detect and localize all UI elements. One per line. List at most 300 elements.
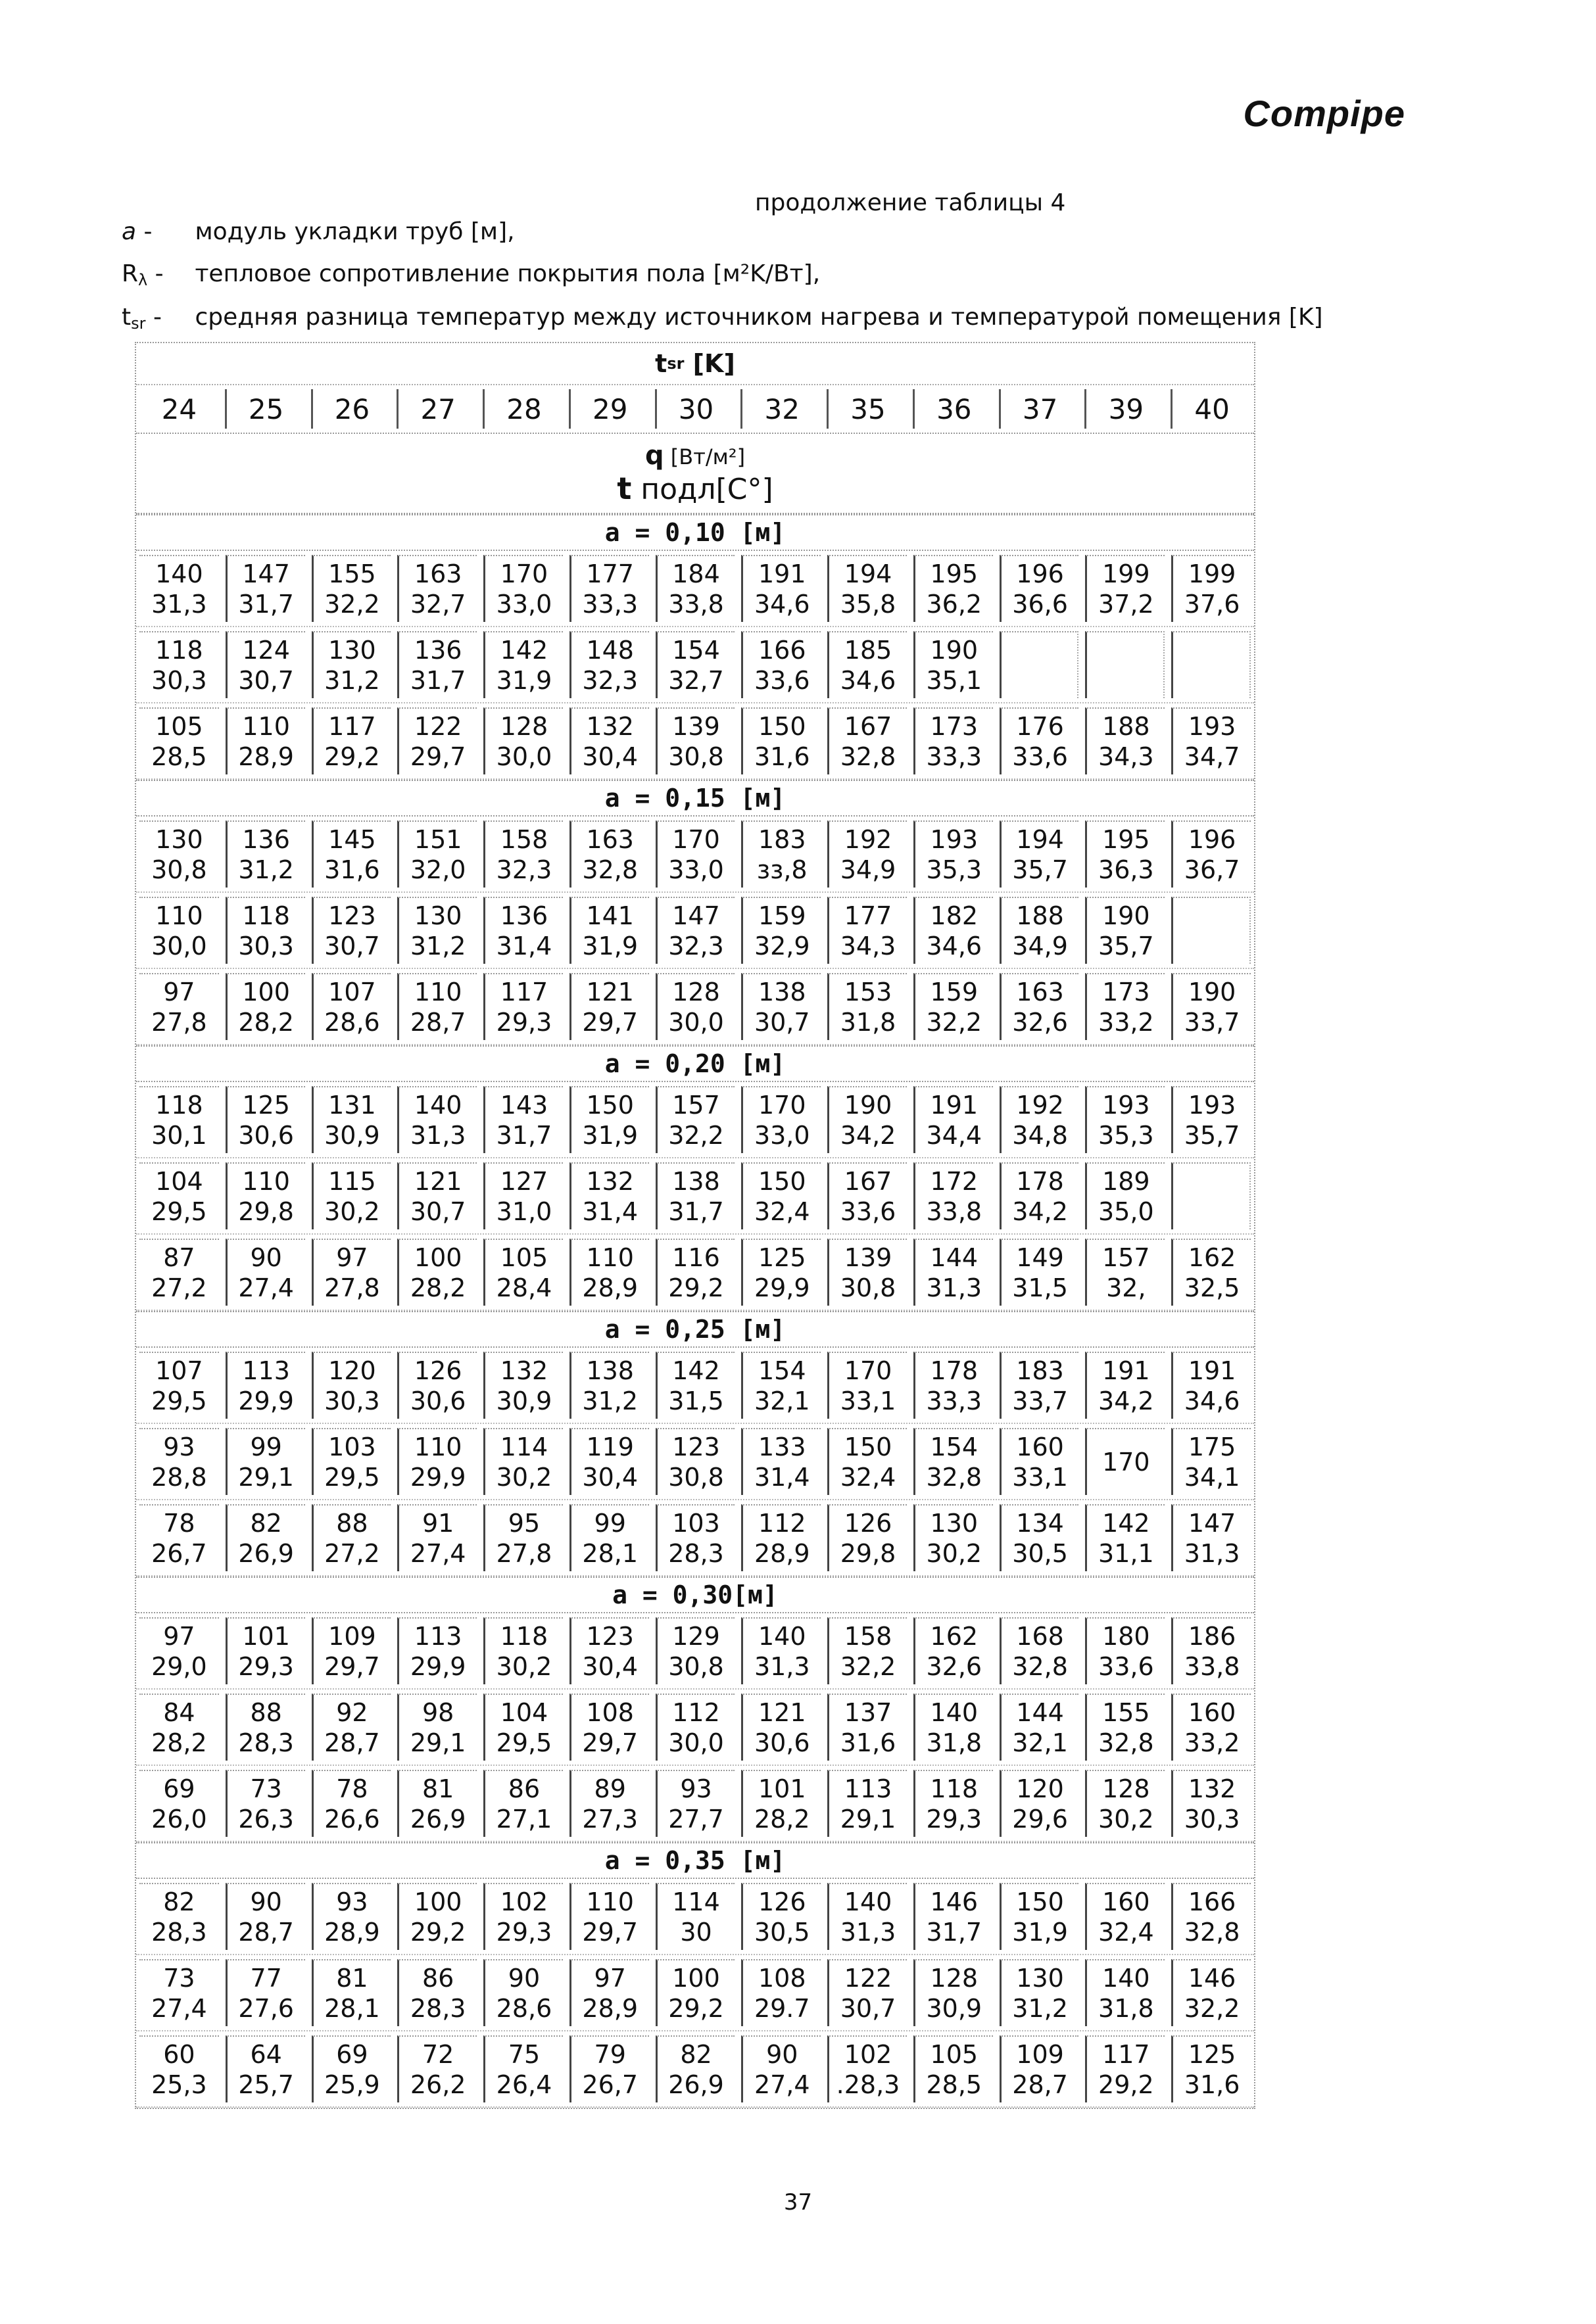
cell-q-value: 193: [1188, 1091, 1236, 1120]
table-cell: [1000, 1883, 1079, 1950]
table-cell: [226, 2035, 305, 2102]
cell-t-value: 29,0: [151, 1652, 207, 1681]
table-cell: [226, 1617, 305, 1684]
table-cell: [827, 1352, 907, 1419]
table-row: [136, 703, 1254, 780]
cell-t-value: 28,5: [926, 2070, 982, 2099]
cell-t-value: 26,2: [410, 2070, 466, 2099]
table-cell: [312, 1694, 391, 1761]
table-cell: [1171, 2035, 1251, 2102]
cell-t-value: 27,8: [324, 1273, 380, 1302]
cell-q-value: 130: [930, 1509, 979, 1538]
table-cell: [741, 2035, 821, 2102]
cell-t-value: 29,9: [410, 1652, 466, 1681]
legend-text: тепловое сопротивление покрытия пола [м²K/Вт],: [195, 260, 821, 287]
table-cell: [1171, 1428, 1251, 1495]
table-cell: [741, 1959, 821, 2026]
cell-q-value: 170: [1102, 1448, 1150, 1477]
cell-t-value: 32,: [1106, 1273, 1146, 1302]
table-cell: [1000, 820, 1079, 888]
cell-q-value: 191: [758, 559, 806, 588]
table-cell: [741, 1352, 821, 1419]
table-cell: [139, 1352, 219, 1419]
table-cell: [1085, 1162, 1165, 1229]
table-cell: [312, 1352, 391, 1419]
cell-q-value: 159: [758, 901, 806, 930]
table-cell: [483, 2035, 563, 2102]
table-cell: [397, 1352, 477, 1419]
cell-t-value: 30,6: [754, 1728, 810, 1757]
table-cell: [913, 820, 993, 888]
cell-t-value: 34,8: [1012, 1121, 1068, 1150]
table-cell: [139, 1504, 219, 1571]
table-cell: [1000, 1617, 1079, 1684]
cell-q-value: 153: [844, 978, 892, 1007]
table-cell: [656, 1770, 735, 1837]
cell-t-value: 29,7: [410, 742, 466, 771]
table-cell: [226, 897, 305, 964]
cell-q-value: 87: [163, 1243, 195, 1272]
cell-t-value: 35,1: [926, 666, 982, 695]
cell-t-value: 28,3: [410, 1994, 466, 2023]
table-cell: [1000, 1162, 1079, 1229]
table-cell: [827, 1770, 907, 1837]
cell-t-value: 36,3: [1098, 855, 1154, 884]
table-cell: [139, 897, 219, 964]
cell-t-value: 25,3: [151, 2070, 207, 2099]
cell-t-value: 32,8: [582, 855, 639, 884]
table-cell: [139, 1239, 219, 1306]
table-cell: [397, 1086, 477, 1153]
table-cell: [483, 555, 563, 622]
cell-q-value: 160: [1188, 1698, 1236, 1727]
cell-q-value: 150: [844, 1433, 892, 1461]
cell-t-value: 32,6: [1012, 1008, 1068, 1037]
table-cell: [312, 820, 391, 888]
cell-t-value: 32,5: [1184, 1273, 1240, 1302]
cell-q-value: 88: [250, 1698, 282, 1727]
cell-t-value: 31,3: [754, 1652, 810, 1681]
tsr-value: 27: [397, 389, 477, 429]
table-cell: [139, 555, 219, 622]
cell-q-value: 125: [758, 1243, 806, 1272]
cell-t-value: 30,2: [496, 1652, 552, 1681]
legend-text: средняя разница температур между источником нагрева и температурой помещения [K]: [195, 304, 1323, 331]
cell-t-value: 28,9: [754, 1539, 810, 1568]
cell-t-value: 28,4: [496, 1273, 552, 1302]
cell-t-value: 34,3: [840, 932, 896, 960]
table-cell: [741, 1504, 821, 1571]
table-cell: [913, 1162, 993, 1229]
cell-q-value: 82: [680, 2040, 712, 2069]
cell-q-value: 173: [1102, 978, 1150, 1007]
table-cell: [1000, 1959, 1079, 2026]
table-cell: [397, 1239, 477, 1306]
table-cell: [741, 1694, 821, 1761]
cell-t-value: 29,1: [238, 1463, 294, 1492]
cell-q-value: 81: [422, 1774, 454, 1803]
cell-q-value: 132: [586, 712, 634, 741]
cell-t-value: 30,4: [582, 1463, 639, 1492]
cell-q-value: 176: [1016, 712, 1064, 741]
cell-t-value: 29,9: [754, 1273, 810, 1302]
tsr-value: 28: [483, 389, 564, 429]
cell-t-value: 34,1: [1184, 1463, 1240, 1492]
section-heading: a = 0,35 [м]: [136, 1842, 1254, 1879]
table-row: [136, 1348, 1254, 1424]
tsr-value: 24: [161, 392, 197, 425]
table-cell: [1085, 1086, 1165, 1153]
table-cell: [226, 1694, 305, 1761]
cell-t-value: 35,3: [926, 855, 982, 884]
cell-q-value: 82: [163, 1887, 195, 1916]
cell-q-value: 125: [1188, 2040, 1236, 2069]
table-cell: [139, 1162, 219, 1229]
table-cell: [1171, 1086, 1251, 1153]
cell-q-value: 193: [930, 825, 979, 854]
cell-q-value: 90: [250, 1243, 282, 1272]
cell-t-value: 29,5: [496, 1728, 552, 1757]
cell-t-value: 34,9: [840, 855, 896, 884]
table-cell: [397, 1959, 477, 2026]
cell-t-value: 31,3: [840, 1918, 896, 1947]
cell-q-value: 178: [1016, 1167, 1064, 1196]
cell-q-value: 160: [1016, 1433, 1064, 1461]
cell-t-value: 30,6: [410, 1387, 466, 1415]
table-cell: [1085, 897, 1165, 964]
table-cell: [827, 1694, 907, 1761]
table-cell: [1000, 1770, 1079, 1837]
cell-t-value: 28,1: [324, 1994, 380, 2023]
table-cell: [1171, 707, 1251, 774]
cell-q-value: 140: [155, 559, 203, 588]
cell-q-value: 183: [758, 825, 806, 854]
cell-q-value: 116: [672, 1243, 720, 1272]
cell-q-value: 142: [500, 636, 548, 665]
cell-t-value: 32,4: [1098, 1918, 1154, 1947]
legend-symbol: $R_\lambda$ -: [122, 260, 164, 289]
cell-q-value: 166: [1188, 1887, 1236, 1916]
cell-t-value: 32,9: [754, 932, 810, 960]
table-row: [136, 551, 1254, 627]
cell-t-value: 31,9: [582, 932, 639, 960]
table-cell: [139, 1428, 219, 1495]
table-cell: [827, 1162, 907, 1229]
table-cell: [827, 1883, 907, 1950]
table-cell: [741, 1239, 821, 1306]
table-cell: [1000, 973, 1079, 1040]
table-row: [136, 2031, 1254, 2108]
table-cell: [483, 1883, 563, 1950]
table-cell: [1000, 2035, 1079, 2102]
cell-q-value: 78: [163, 1509, 195, 1538]
table-cell: [741, 1770, 821, 1837]
cell-t-value: 37,2: [1098, 590, 1154, 619]
cell-q-value: 69: [163, 1774, 195, 1803]
cell-q-value: 144: [930, 1243, 979, 1272]
table-cell: [913, 897, 993, 964]
cell-q-value: 90: [766, 2040, 798, 2069]
cell-t-value: 28,1: [582, 1539, 639, 1568]
cell-q-value: 86: [422, 1964, 454, 1993]
table-cell: [312, 973, 391, 1040]
table-row: [136, 1690, 1254, 1766]
cell-q-value: 88: [336, 1509, 368, 1538]
cell-t-value: 31,0: [496, 1197, 552, 1226]
cell-q-value: 140: [930, 1698, 979, 1727]
cell-t-value: 29,2: [410, 1918, 466, 1947]
table-cell: [397, 1162, 477, 1229]
cell-q-value: 177: [586, 559, 634, 588]
cell-q-value: 140: [844, 1887, 892, 1916]
table-cell: [397, 1617, 477, 1684]
cell-t-value: 28,2: [754, 1805, 810, 1834]
table-cell: [483, 820, 563, 888]
table-cell: [139, 1770, 219, 1837]
cell-t-value: 31,3: [1184, 1539, 1240, 1568]
cell-q-value: 141: [586, 901, 634, 930]
table-cell: [913, 707, 993, 774]
cell-q-value: 128: [672, 978, 720, 1007]
table-cell: [656, 707, 735, 774]
table-cell: [913, 555, 993, 622]
table-row: [136, 969, 1254, 1045]
table-cell: [656, 1352, 735, 1419]
table-cell: [1085, 631, 1165, 698]
table-cell: [827, 2035, 907, 2102]
cell-t-value: 30,4: [582, 1652, 639, 1681]
cell-t-value: 31,7: [926, 1918, 982, 1947]
cell-t-value: 30,7: [410, 1197, 466, 1226]
cell-q-value: 69: [336, 2040, 368, 2069]
cell-q-value: 89: [594, 1774, 626, 1803]
table-cell: [656, 1617, 735, 1684]
cell-q-value: 122: [414, 712, 462, 741]
table-cell: [397, 555, 477, 622]
table-cell: [741, 1883, 821, 1950]
table-cell: [139, 1617, 219, 1684]
cell-q-value: 90: [250, 1887, 282, 1916]
cell-t-value: 30,2: [324, 1197, 380, 1226]
cell-q-value: 109: [328, 1622, 376, 1651]
table-cell: [1085, 1694, 1165, 1761]
cell-q-value: 189: [1102, 1167, 1150, 1196]
table-cell: [483, 631, 563, 698]
cell-t-value: 33,2: [1184, 1728, 1240, 1757]
table-cell: [656, 973, 735, 1040]
cell-q-value: 194: [1016, 825, 1064, 854]
table-cell: [312, 1617, 391, 1684]
cell-q-value: 121: [414, 1167, 462, 1196]
cell-t-value: 29,8: [840, 1539, 896, 1568]
cell-q-value: 167: [844, 1167, 892, 1196]
cell-t-value: 36,7: [1184, 855, 1240, 884]
table-cell: [312, 631, 391, 698]
cell-q-value: 149: [1016, 1243, 1064, 1272]
cell-q-value: 97: [594, 1964, 626, 1993]
cell-t-value: 31,5: [1012, 1273, 1068, 1302]
table-cell: [569, 1770, 649, 1837]
cell-q-value: 166: [758, 636, 806, 665]
table-row: [136, 893, 1254, 969]
cell-t-value: 31,6: [754, 742, 810, 771]
cell-q-value: 142: [672, 1356, 720, 1385]
legend-item-tsr: [122, 304, 1323, 333]
cell-t-value: 34,4: [926, 1121, 982, 1150]
cell-t-value: 34,3: [1098, 742, 1154, 771]
cell-t-value: 35,7: [1098, 932, 1154, 960]
cell-q-value: 127: [500, 1167, 548, 1196]
cell-t-value: 31,2: [410, 932, 466, 960]
cell-q-value: 175: [1188, 1433, 1236, 1461]
table-cell: [913, 1770, 993, 1837]
continuation-label: продолжение таблицы 4: [755, 189, 1066, 216]
cell-t-value: 33,3: [926, 1387, 982, 1415]
table-cell: [483, 1694, 563, 1761]
tsr-value: 39: [1084, 389, 1165, 429]
cell-t-value: 27,4: [238, 1273, 294, 1302]
cell-t-value: 32,1: [1012, 1728, 1068, 1757]
cell-t-value: 31,2: [238, 855, 294, 884]
cell-q-value: 190: [1188, 978, 1236, 1007]
table-cell: [569, 1959, 649, 2026]
cell-t-value: 27,4: [410, 1539, 466, 1568]
table-cell: [1085, 1617, 1165, 1684]
table-cell: [1000, 1428, 1079, 1495]
cell-q-value: 163: [1016, 978, 1064, 1007]
cell-t-value: 26,0: [151, 1805, 207, 1834]
table-cell: [1085, 707, 1165, 774]
table-cell: [827, 1959, 907, 2026]
cell-q-value: 154: [758, 1356, 806, 1385]
cell-q-value: 110: [155, 901, 203, 930]
cell-t-value: 32,2: [324, 590, 380, 619]
cell-q-value: 100: [242, 978, 290, 1007]
cell-t-value: 30,9: [496, 1387, 552, 1415]
cell-q-value: 158: [500, 825, 548, 854]
cell-q-value: 190: [930, 636, 979, 665]
table-cell: [139, 1959, 219, 2026]
cell-t-value: 29,2: [1098, 2070, 1154, 2099]
table-cell: [741, 1086, 821, 1153]
cell-t-value: 27,1: [496, 1805, 552, 1834]
cell-q-value: 134: [1016, 1509, 1064, 1538]
table-cell: [312, 707, 391, 774]
cell-q-value: 194: [844, 559, 892, 588]
cell-q-value: 163: [414, 559, 462, 588]
cell-q-value: 107: [328, 978, 376, 1007]
cell-t-value: 26,9: [238, 1539, 294, 1568]
table-cell: [569, 973, 649, 1040]
table-sections: [136, 514, 1254, 2108]
tsr-value: 35: [827, 389, 907, 429]
table-cell: [483, 973, 563, 1040]
cell-t-value: 30,9: [324, 1121, 380, 1150]
cell-q-value: 168: [1016, 1622, 1064, 1651]
table-cell: [656, 1504, 735, 1571]
tsr-value: 25: [225, 389, 306, 429]
table-cell: [569, 1504, 649, 1571]
cell-t-value: 28,8: [151, 1463, 207, 1492]
table-cell: [913, 1352, 993, 1419]
cell-t-value: 30,2: [1098, 1805, 1154, 1834]
table-row: [136, 817, 1254, 893]
table-cell: [312, 1428, 391, 1495]
tsr-value: 37: [999, 389, 1080, 429]
tsr-values-row: [136, 385, 1254, 434]
cell-q-value: 126: [414, 1356, 462, 1385]
cell-t-value: 33,1: [1012, 1463, 1068, 1492]
cell-t-value: 31,2: [324, 666, 380, 695]
cell-t-value: 26,9: [410, 1805, 466, 1834]
cell-q-value: 95: [508, 1509, 541, 1538]
table-cell: [1085, 1770, 1165, 1837]
cell-t-value: 31,3: [926, 1273, 982, 1302]
cell-t-value: 31,4: [582, 1197, 639, 1226]
cell-t-value: 28,9: [582, 1273, 639, 1302]
table-cell: [1171, 973, 1251, 1040]
cell-q-value: 77: [250, 1964, 282, 1993]
table-cell: [312, 1086, 391, 1153]
table-cell: [1171, 1770, 1251, 1837]
table-cell: [569, 820, 649, 888]
cell-q-value: 180: [1102, 1622, 1150, 1651]
cell-t-value: 32,0: [410, 855, 466, 884]
table-cell: [656, 2035, 735, 2102]
cell-q-value: 138: [758, 978, 806, 1007]
cell-q-value: 117: [500, 978, 548, 1007]
cell-t-value: 31,7: [410, 666, 466, 695]
table-cell: [656, 1428, 735, 1495]
cell-q-value: 132: [586, 1167, 634, 1196]
cell-q-value: 99: [594, 1509, 626, 1538]
cell-q-value: 109: [1016, 2040, 1064, 2069]
cell-q-value: 133: [758, 1433, 806, 1461]
cell-t-value: 30: [680, 1918, 712, 1947]
cell-t-value: .28,3: [836, 2070, 900, 2099]
cell-t-value: 32,8: [1012, 1652, 1068, 1681]
cell-q-value: 104: [155, 1167, 203, 1196]
cell-q-value: 132: [1188, 1774, 1236, 1803]
cell-t-value: 27,4: [754, 2070, 810, 2099]
cell-t-value: 31,5: [668, 1387, 724, 1415]
cell-t-value: 27,7: [668, 1805, 724, 1834]
cell-q-value: 110: [414, 1433, 462, 1461]
cell-q-value: 117: [328, 712, 376, 741]
cell-q-value: 154: [930, 1433, 979, 1461]
table-cell: [226, 707, 305, 774]
table-cell: [226, 555, 305, 622]
tsr-value: 40: [1171, 389, 1251, 429]
cell-q-value: 97: [336, 1243, 368, 1272]
table-cell: [827, 631, 907, 698]
table-cell: [1000, 1694, 1079, 1761]
cell-q-value: 147: [672, 901, 720, 930]
legend-symbol: $t_{sr}$ -: [122, 304, 162, 333]
cell-q-value: 195: [930, 559, 979, 588]
cell-t-value: 28,9: [238, 742, 294, 771]
cell-t-value: 31,1: [1098, 1539, 1154, 1568]
table-cell: [827, 1239, 907, 1306]
cell-q-value: 188: [1102, 712, 1150, 741]
table-cell: [1171, 555, 1251, 622]
table-cell: [1000, 1504, 1079, 1571]
cell-q-value: 112: [758, 1509, 806, 1538]
cell-q-value: 132: [500, 1356, 548, 1385]
table-cell: [1085, 555, 1165, 622]
cell-q-value: 154: [672, 636, 720, 665]
cell-t-value: 31,3: [410, 1121, 466, 1150]
